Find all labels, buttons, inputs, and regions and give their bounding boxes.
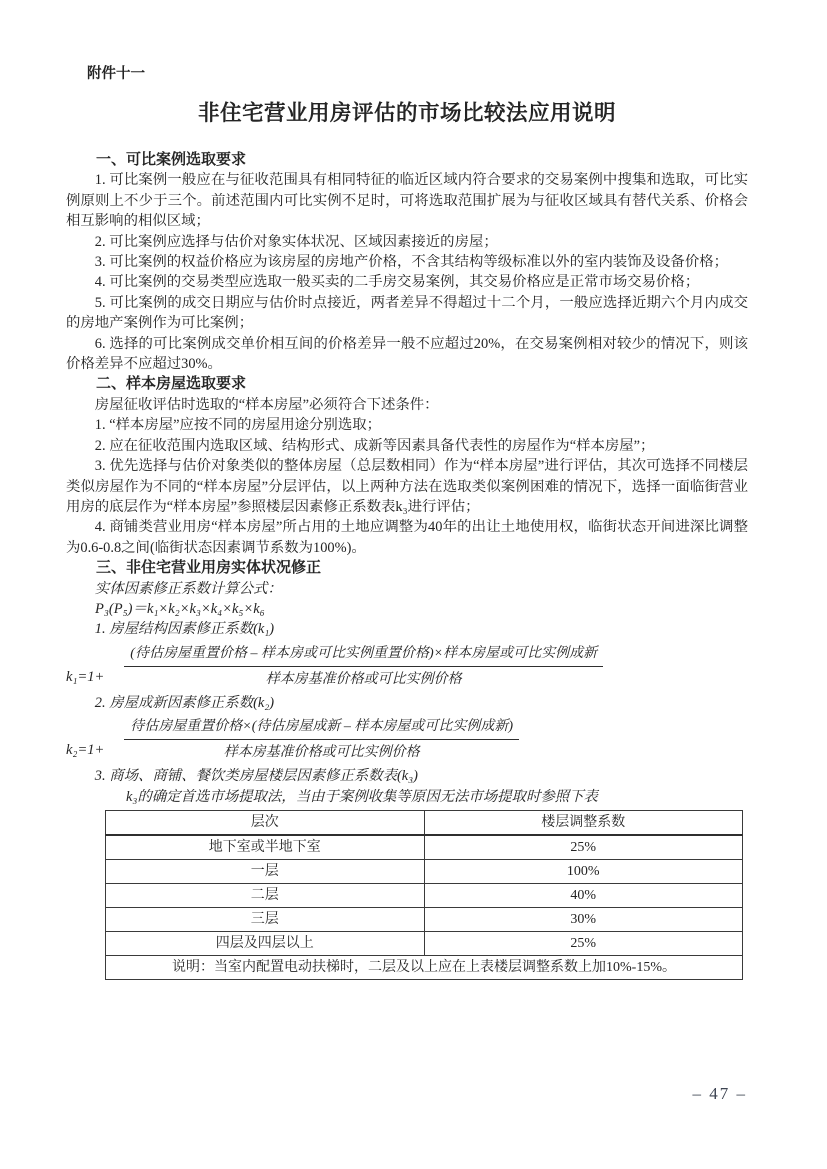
formula-k2-fraction [124, 717, 519, 762]
section-1-item-6: 6. 选择的可比案例成交单价相互间的价格差异一般不应超过20%，在交易案例相对较少的情况下，则该价格差异不应超过30%。 [66, 335, 748, 373]
section-3-intro: 实体因素修正系数计算公式： [94, 580, 282, 597]
floor-cell: 一层 [106, 859, 425, 883]
attachment-label: 附件十一 [87, 66, 145, 82]
formula-k1-numerator: (待估房屋重置价格 – 样本房或可比实例重置价格)×样本房屋或可比实例成新 [124, 644, 603, 667]
section-1-item-5: 5. 可比案例的成交日期应与估价时点接近，两者差异不得超过十二个月，一般应选择近期六个月内成交的房地产案例作为可比案例； [66, 294, 748, 332]
table-note-row [106, 955, 743, 979]
section-3-item-1-heading: 1. 房屋结构因素修正系数(k₁) [94, 621, 275, 638]
page-title: 非住宅营业用房评估的市场比较法应用说明 [197, 101, 616, 125]
section-1-heading: 一、可比案例选取要求 [96, 151, 247, 168]
formula-k1-fraction [124, 644, 603, 689]
section-2-item-3: 3. 优先选择与估价对象类似的整体房屋（总层数相同）作为“样本房屋”进行评估，其次可选择不同楼层类似房屋作为不同的“样本房屋”分层评估，以上两种方法在选取类似案例困难的情况下，选择一面临街营业用房的底层作为“样本房屋”参照楼层因素修正系数表k₃进行评估； [66, 458, 748, 515]
coefficient-cell: 25% [424, 835, 743, 860]
section-3-item-3-heading: 3. 商场、商铺、餐饮类房屋楼层因素修正系数表(k₃) [94, 768, 418, 785]
formula-k1-lhs: k₁=1+ [66, 668, 105, 685]
floor-cell: 二层 [106, 883, 425, 907]
floor-cell: 地下室或半地下室 [106, 835, 425, 860]
coefficient-cell: 25% [424, 931, 743, 955]
section-2-item-2: 2. 应在征收范围内选取区域、结构形式、成新等因素具备代表性的房屋作为“样本房屋”； [94, 437, 655, 454]
formula-k2-lhs: k₂=1+ [66, 742, 105, 759]
page-content [66, 64, 748, 980]
section-2-item-1: 1. “样本房屋”应按不同的房屋用途分别选取； [94, 417, 381, 434]
table-row [106, 859, 743, 883]
section-2-intro: 房屋征收评估时选取的“样本房屋”必须符合下述条件： [94, 396, 439, 413]
section-1-item-2: 2. 可比案例应选择与估价对象实体状况、区域因素接近的房屋； [94, 233, 498, 250]
section-1-item-1: 1. 可比案例一般应在与征收范围具有相同特征的临近区域内符合要求的交易案例中搜集和选取，可比实例原则上不少于三个。前述范围内可比实例不足时，可将选取范围扩展为与征收区域具有替代关系、价格会相互影响的相似区域； [66, 172, 748, 230]
floor-coefficient-table [105, 810, 743, 980]
table-header-coefficient: 楼层调整系数 [424, 810, 743, 835]
section-2-item-4: 4. 商铺类营业用房“样本房屋”所占用的土地应调整为40年的出让土地使用权，临街状态开间进深比调整为0.6-0.8之间(临街状态因素调节系数为100%)。 [66, 519, 748, 556]
master-formula: P₃(P₅)＝k₁×k₂×k₃×k₄×k₅×k₆ [95, 600, 265, 617]
table-row [106, 931, 743, 955]
table-row [106, 883, 743, 907]
floor-table-intro: k₃的确定首选市场提取法，当由于案例收集等原因无法市场提取时参照下表 [126, 788, 598, 805]
section-1-item-4: 4. 可比案例的交易类型应选取一般买卖的二手房交易案例，其交易价格应是正常市场交易价格； [94, 274, 700, 291]
table-header-floor: 层次 [106, 810, 425, 835]
table-note: 说明：当室内配置电动扶梯时，二层及以上应在上表楼层调整系数上加10%-15%。 [106, 955, 743, 979]
table-row [106, 835, 743, 860]
coefficient-cell: 100% [424, 859, 743, 883]
formula-k2 [66, 716, 748, 762]
formula-k2-numerator: 待估房屋重置价格×(待估房屋成新 – 样本房屋或可比实例成新) [124, 717, 519, 740]
floor-cell: 四层及四层以上 [106, 931, 425, 955]
formula-k1 [66, 643, 748, 689]
section-3-heading: 三、非住宅营业用房实体状况修正 [96, 559, 322, 577]
formula-k2-denominator: 样本房基准价格或可比实例价格 [223, 745, 420, 761]
floor-cell: 三层 [106, 907, 425, 931]
table-header-row [106, 810, 743, 835]
formula-k1-denominator: 样本房基准价格或可比实例价格 [265, 671, 462, 687]
section-3-item-2-heading: 2. 房屋成新因素修正系数(k₂) [94, 694, 275, 711]
section-2-heading: 二、样本房屋选取要求 [96, 375, 247, 393]
section-1-item-3: 3. 可比案例的权益价格应为该房屋的房地产价格，不含其结构等级标准以外的室内装饰及设备价格； [94, 254, 728, 271]
coefficient-cell: 30% [424, 907, 743, 931]
table-row [106, 907, 743, 931]
coefficient-cell: 40% [424, 883, 743, 907]
page-number: – 47 – [692, 1084, 747, 1103]
